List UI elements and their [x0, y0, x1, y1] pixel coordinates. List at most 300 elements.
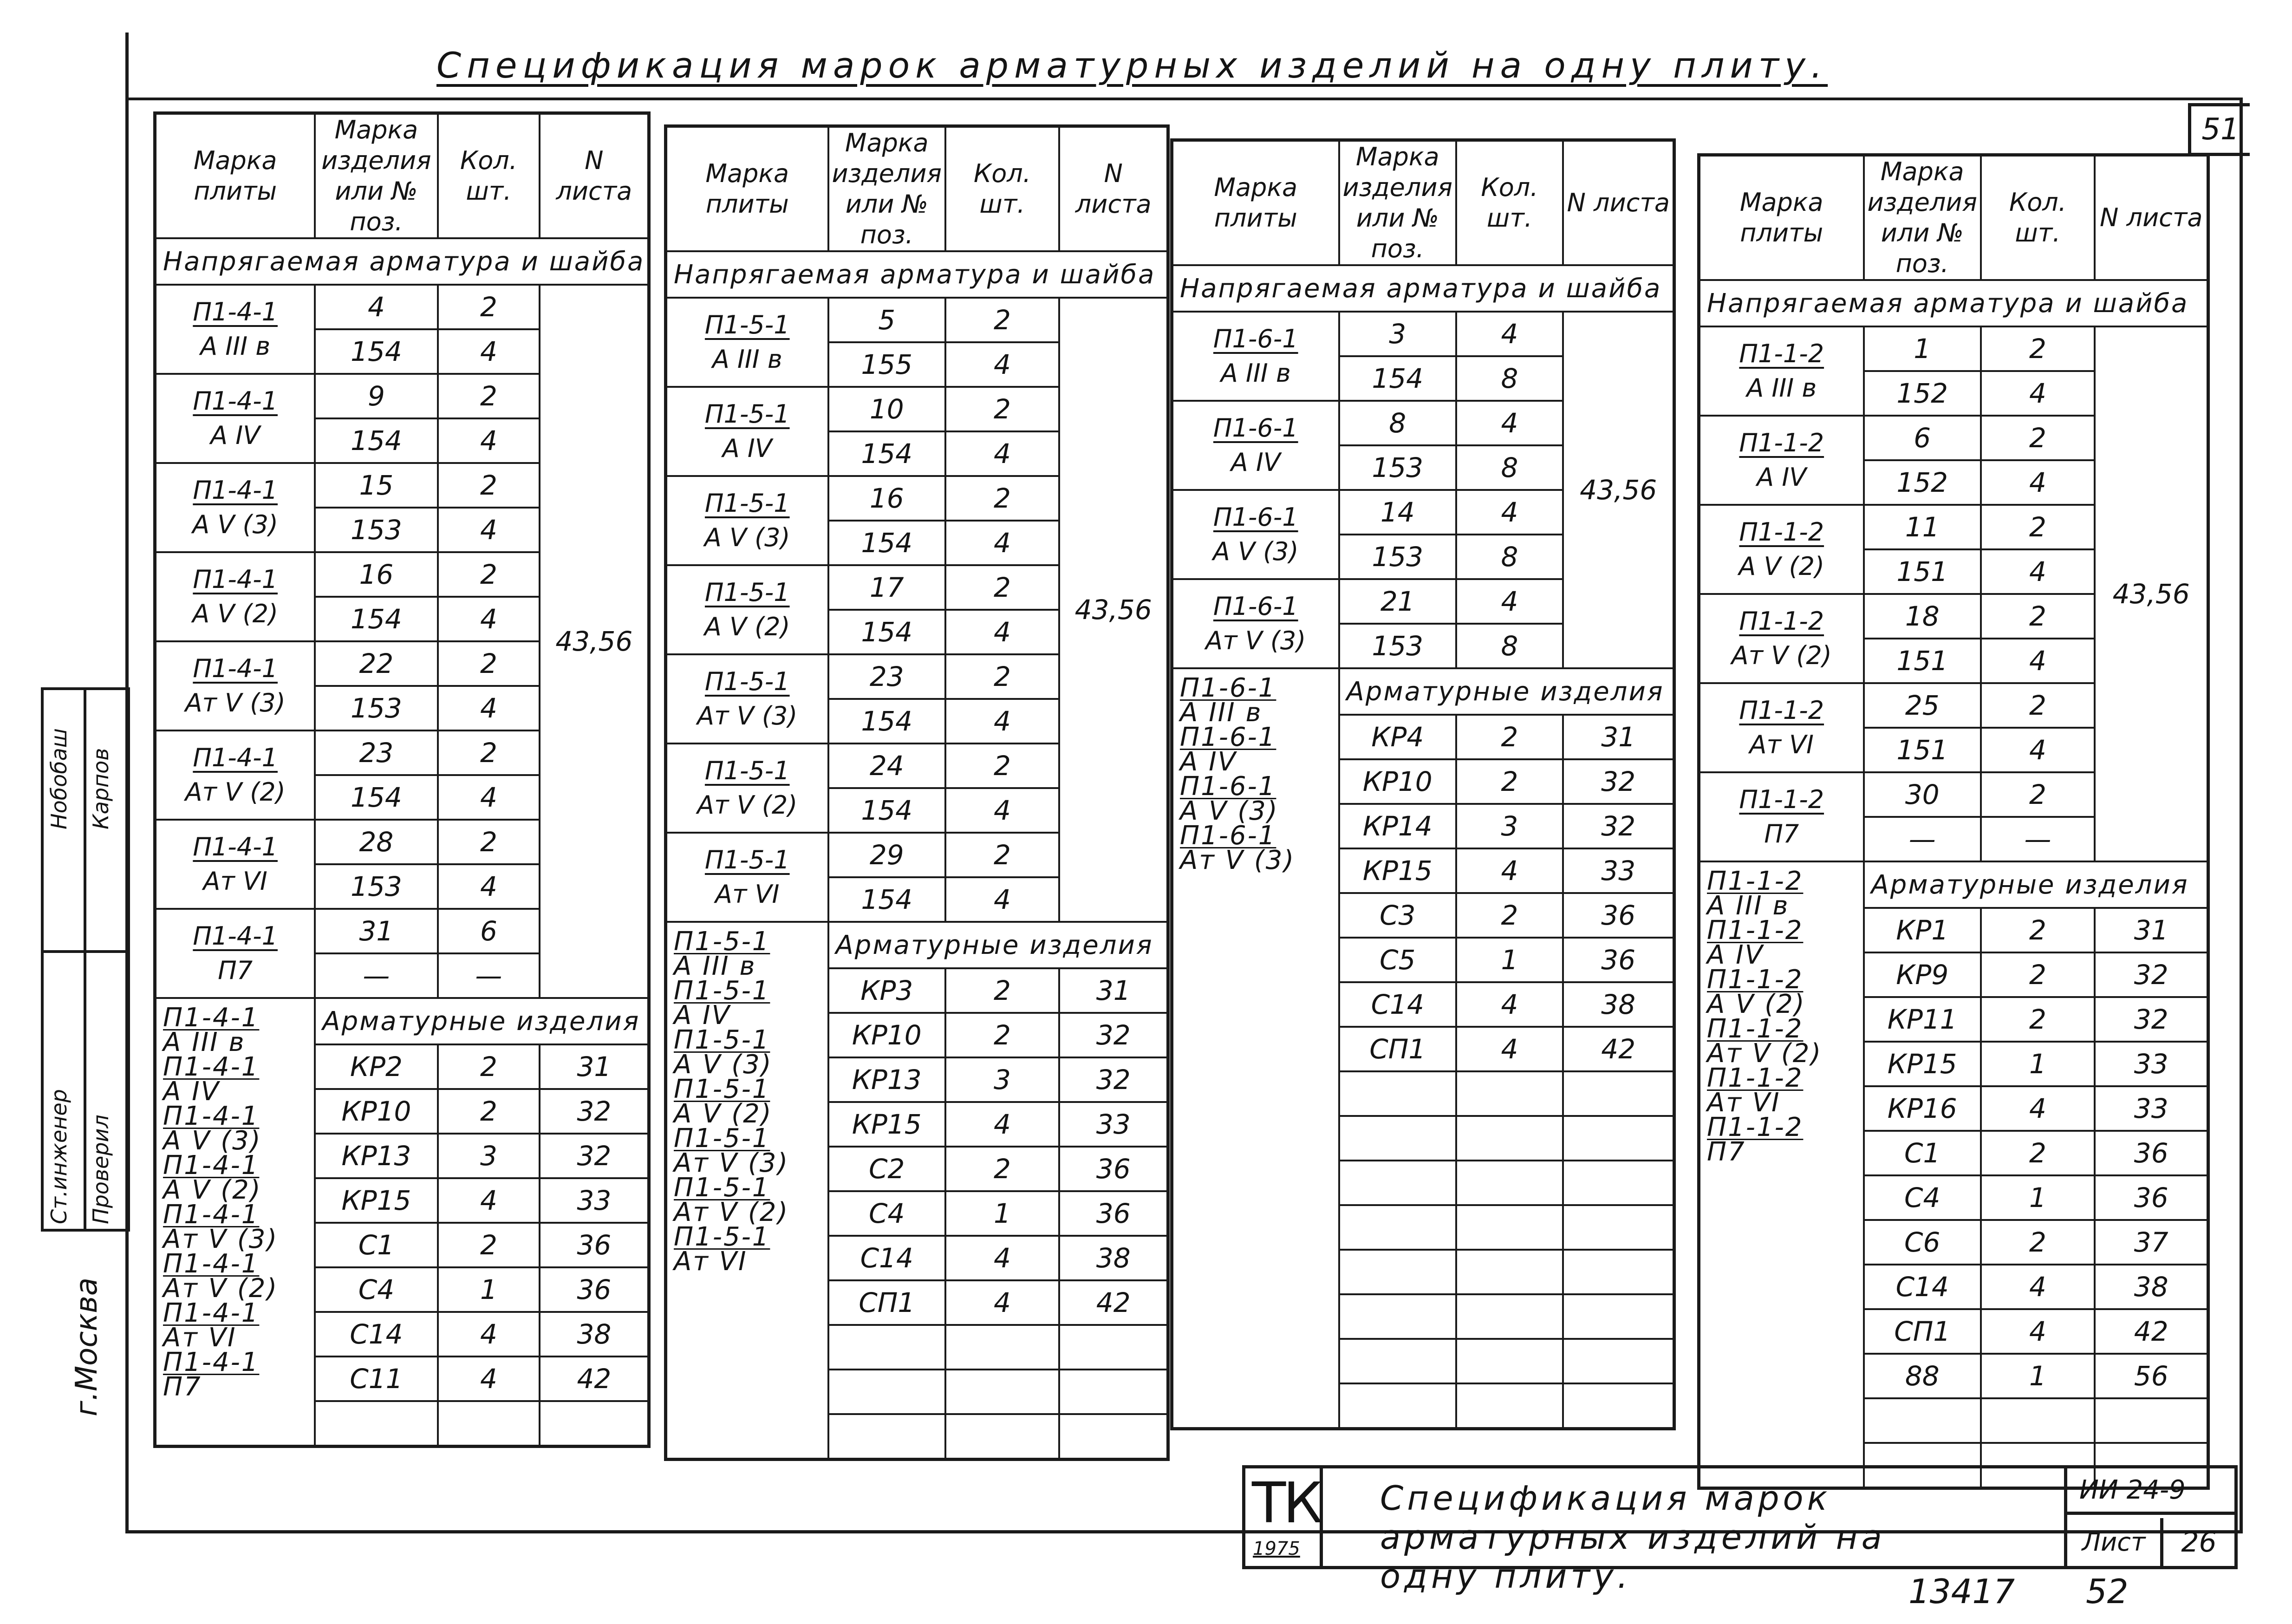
plate-mark-line: А V (3) — [1180, 796, 1279, 826]
plate-mark-line: П1-1-2 — [1707, 1112, 1804, 1142]
item-cell: КР10 — [828, 1013, 945, 1057]
plate-mark-line: П1-6-1 — [1213, 413, 1298, 443]
column-header: N листа — [2095, 155, 2208, 280]
item-cell: КР2 — [315, 1044, 437, 1089]
table-header-row — [1699, 155, 2208, 280]
item-cell: 154 — [1339, 356, 1456, 401]
plate-mark-line: А ІV — [1180, 747, 1237, 777]
section-title: Напрягаемая арматура и шайба — [1699, 280, 2208, 326]
plate-mark-line: А ІІІ в — [674, 951, 756, 981]
qty-cell: 2 — [1456, 893, 1563, 938]
empty-cell — [1059, 1414, 1168, 1460]
qty-cell: 1 — [1456, 938, 1563, 982]
sheet-ref-cell: 38 — [540, 1312, 649, 1357]
empty-cell — [1456, 1071, 1563, 1116]
qty-cell: 3 — [438, 1134, 540, 1178]
item-cell: С14 — [1864, 1265, 1981, 1309]
plate-mark-line: П1-4-1 — [193, 832, 278, 861]
sheet-ref-cell: 43,56 — [540, 285, 649, 998]
plate-mark-line: Ат VІ — [203, 867, 267, 896]
stamp-divider — [44, 950, 127, 953]
plate-mark-cell — [1172, 490, 1339, 579]
plate-mark-cell — [666, 654, 828, 744]
plate-mark-line: П1-4-1 — [163, 1200, 260, 1230]
table-row — [155, 285, 649, 329]
item-cell: 16 — [315, 552, 437, 597]
sheet-ref-cell: 42 — [1059, 1280, 1168, 1325]
column-header: Марка плиты — [1172, 140, 1339, 266]
item-cell: 153 — [315, 686, 437, 730]
section-header-row — [666, 922, 1168, 968]
qty-cell: 4 — [1981, 728, 2095, 772]
qty-cell: 2 — [1456, 715, 1563, 759]
plate-mark-line: П1-4-1 — [193, 743, 278, 772]
plate-mark-line: П1-5-1 — [704, 399, 790, 429]
plate-mark-line: П1-5-1 — [674, 976, 770, 1006]
plate-mark-line: Ат V (2) — [163, 1273, 279, 1304]
plate-mark-line: А V (3) — [704, 523, 790, 552]
sheet-ref-cell: 32 — [2095, 952, 2208, 997]
item-cell: 5 — [828, 298, 945, 342]
qty-cell: 2 — [438, 730, 540, 775]
section-title: Арматурные изделия — [315, 998, 649, 1044]
item-cell: 153 — [315, 508, 437, 552]
empty-cell — [1563, 1383, 1674, 1429]
item-cell: С2 — [828, 1147, 945, 1191]
item-cell: 153 — [315, 864, 437, 909]
logo-year: 1975 — [1253, 1538, 1300, 1559]
plate-mark-line: П1-5-1 — [674, 1173, 770, 1203]
qty-cell: 2 — [1981, 594, 2095, 639]
plate-mark-line: П1-6-1 — [1213, 592, 1298, 621]
sheet-ref-cell: 32 — [1563, 804, 1674, 848]
plate-mark-line: П1-6-1 — [1180, 673, 1276, 703]
qty-cell: 2 — [1981, 772, 2095, 817]
plate-mark-line: Ат V (3) — [697, 701, 798, 730]
empty-cell — [945, 1370, 1059, 1414]
qty-cell: 1 — [945, 1191, 1059, 1236]
plate-mark-cell — [1172, 579, 1339, 668]
column-header: Марка изделия или № поз. — [315, 113, 437, 239]
item-cell: С4 — [828, 1191, 945, 1236]
document-title: Спецификация марок арматурных изделий на одну плиту. — [436, 45, 1828, 86]
plate-mark-line: П1-5-1 — [704, 578, 790, 607]
plate-mark-line: Ат VІ — [1707, 1088, 1781, 1118]
stamp-role-2: Проверил — [88, 1115, 113, 1224]
item-cell: 154 — [315, 418, 437, 463]
plate-mark-cell — [1172, 312, 1339, 401]
plate-mark-line: П1-5-1 — [704, 667, 790, 696]
plate-mark-line: П1-6-1 — [1213, 502, 1298, 532]
plate-mark-line: Ат VІ — [163, 1323, 237, 1353]
stamp-name-2: Карпов — [88, 748, 113, 829]
qty-cell: 4 — [945, 342, 1059, 387]
item-cell: КР11 — [1864, 997, 1981, 1042]
item-cell: 88 — [1864, 1354, 1981, 1398]
plate-mark-line: Ат V (2) — [1731, 641, 1832, 670]
section-header-row — [1172, 668, 1674, 715]
plate-mark-line: Ат V (2) — [674, 1197, 789, 1227]
plate-mark-cell — [666, 833, 828, 922]
item-cell: КР15 — [315, 1178, 437, 1223]
page-number: 52 — [2085, 1572, 2129, 1611]
plate-mark-line: П1-5-1 — [704, 845, 790, 874]
empty-cell — [1563, 1294, 1674, 1339]
empty-cell — [828, 1414, 945, 1460]
plate-mark-line: П1-6-1 — [1213, 324, 1298, 353]
item-cell: КР15 — [828, 1102, 945, 1147]
item-cell: КР14 — [1339, 804, 1456, 848]
column-header: N листа — [540, 113, 649, 239]
plate-mark-line: Ат V (3) — [1180, 845, 1296, 875]
empty-cell — [2095, 1398, 2208, 1443]
item-cell: 28 — [315, 820, 437, 864]
empty-cell — [1563, 1071, 1674, 1116]
sheet-ref-cell: 36 — [2095, 1175, 2208, 1220]
qty-cell: 4 — [438, 597, 540, 641]
item-cell: 14 — [1339, 490, 1456, 535]
sheet-ref-cell: 43,56 — [2095, 326, 2208, 861]
qty-cell: 4 — [438, 1312, 540, 1357]
plate-mark-line: П1-1-2 — [1739, 607, 1824, 636]
item-cell: 153 — [1339, 535, 1456, 579]
item-cell: 21 — [1339, 579, 1456, 624]
table-row — [1172, 312, 1674, 356]
item-cell: КР10 — [1339, 759, 1456, 804]
qty-cell: 2 — [945, 1147, 1059, 1191]
plate-mark-line: П1-1-2 — [1707, 915, 1804, 946]
column-header: Кол. шт. — [438, 113, 540, 239]
item-cell: 3 — [1339, 312, 1456, 356]
section-title: Арматурные изделия — [1339, 668, 1674, 715]
frame-right-line — [2240, 98, 2243, 1533]
column-header: Марка плиты — [1699, 155, 1864, 280]
plate-mark-cell — [666, 744, 828, 833]
item-cell: КР10 — [315, 1089, 437, 1134]
qty-cell: 4 — [945, 521, 1059, 565]
qty-cell: 2 — [945, 476, 1059, 521]
plate-mark-line: Ат VІ — [1749, 730, 1814, 759]
plate-marks-list — [666, 922, 828, 1460]
qty-cell: 4 — [945, 699, 1059, 744]
plate-mark-cell — [155, 374, 315, 463]
item-cell: С14 — [315, 1312, 437, 1357]
item-cell: — — [315, 953, 437, 998]
section-header-row — [1699, 861, 2208, 908]
qty-cell: 4 — [1456, 490, 1563, 535]
approval-stamp — [41, 687, 130, 1232]
spec-table — [153, 111, 651, 1448]
item-cell: 154 — [828, 788, 945, 833]
plate-mark-line: Ат V (3) — [163, 1224, 279, 1254]
empty-cell — [1563, 1339, 1674, 1383]
plate-mark-line: П1-1-2 — [1739, 428, 1824, 457]
city-label: г.Москва — [70, 1277, 104, 1416]
qty-cell: 4 — [1456, 401, 1563, 445]
sheet-ref-cell: 36 — [2095, 1131, 2208, 1175]
qty-cell: 2 — [945, 744, 1059, 788]
sheet-ref-cell: 42 — [1563, 1027, 1674, 1071]
plate-mark-cell — [1699, 683, 1864, 772]
qty-cell: 2 — [438, 1089, 540, 1134]
qty-cell: 4 — [1981, 371, 2095, 416]
section-title: Арматурные изделия — [1864, 861, 2208, 908]
plate-mark-line: П1-1-2 — [1739, 339, 1824, 368]
plate-mark-line: Ат V (2) — [185, 777, 286, 807]
item-cell: 154 — [828, 521, 945, 565]
table-row — [666, 298, 1168, 342]
plate-mark-line: А V (2) — [192, 599, 278, 628]
item-cell: 25 — [1864, 683, 1981, 728]
section-title: Напрягаемая арматура и шайба — [666, 251, 1168, 298]
plate-mark-line: П7 — [218, 956, 253, 985]
sheet-ref-cell: 42 — [540, 1357, 649, 1401]
plate-mark-line: А ІV — [163, 1076, 220, 1107]
empty-cell — [315, 1401, 437, 1447]
qty-cell: 4 — [438, 686, 540, 730]
item-cell: КР13 — [315, 1134, 437, 1178]
plate-mark-line: П1-4-1 — [163, 1052, 260, 1082]
empty-cell — [1339, 1116, 1456, 1161]
qty-cell: 4 — [945, 788, 1059, 833]
frame-top-line — [125, 98, 2243, 100]
item-cell: 10 — [828, 387, 945, 431]
qty-cell: 8 — [1456, 445, 1563, 490]
plate-mark-line: А ІІІ в — [712, 345, 782, 374]
item-cell: С3 — [1339, 893, 1456, 938]
sheet-ref-cell: 33 — [1059, 1102, 1168, 1147]
item-cell: 154 — [315, 597, 437, 641]
sheet-label: Лист — [2067, 1518, 2163, 1566]
item-cell: С14 — [828, 1236, 945, 1280]
qty-cell: 2 — [945, 1013, 1059, 1057]
section-header-row — [1699, 280, 2208, 326]
plate-marks-list — [155, 998, 315, 1447]
empty-cell — [540, 1401, 649, 1447]
plate-mark-line: Ат V (2) — [697, 790, 798, 820]
qty-cell: 4 — [945, 877, 1059, 922]
qty-cell: 4 — [1456, 982, 1563, 1027]
plate-mark-line: П1-5-1 — [674, 1123, 770, 1154]
item-cell: 6 — [1864, 416, 1981, 460]
item-cell: С11 — [315, 1357, 437, 1401]
plate-mark-line: П1-5-1 — [674, 926, 770, 957]
qty-cell: 2 — [438, 641, 540, 686]
sheet-ref-cell: 36 — [540, 1267, 649, 1312]
qty-cell: 4 — [1981, 1309, 2095, 1354]
plate-mark-cell — [1699, 505, 1864, 594]
item-cell: 22 — [315, 641, 437, 686]
plate-mark-line: П1-4-1 — [163, 1150, 260, 1180]
qty-cell: 2 — [438, 820, 540, 864]
qty-cell: 2 — [945, 298, 1059, 342]
plate-mark-line: Ат VІ — [715, 880, 780, 909]
item-cell: 153 — [1339, 624, 1456, 668]
item-cell: 8 — [1339, 401, 1456, 445]
empty-cell — [945, 1325, 1059, 1370]
sheet-ref-cell: 33 — [2095, 1086, 2208, 1131]
item-cell: СП1 — [828, 1280, 945, 1325]
plate-mark-line: П1-6-1 — [1180, 771, 1276, 802]
table-header-row — [1172, 140, 1674, 266]
sheet-number-top: 51 — [2188, 103, 2250, 156]
plate-mark-line: Ат V (2) — [1707, 1038, 1823, 1069]
sheet-ref-cell: 43,56 — [1563, 312, 1674, 668]
plate-mark-cell — [155, 285, 315, 374]
item-cell: 154 — [828, 877, 945, 922]
empty-cell — [1563, 1205, 1674, 1250]
stamp-name-1: Нобобаш — [46, 728, 72, 829]
item-cell: 155 — [828, 342, 945, 387]
plate-mark-line: А V (3) — [674, 1050, 773, 1080]
empty-cell — [1456, 1294, 1563, 1339]
plate-mark-line: П7 — [163, 1372, 202, 1402]
qty-cell: 2 — [438, 552, 540, 597]
qty-cell: 2 — [1981, 997, 2095, 1042]
qty-cell: 2 — [438, 374, 540, 418]
column-header: Кол. шт. — [945, 126, 1059, 252]
qty-cell: 2 — [1981, 416, 2095, 460]
qty-cell: 1 — [1981, 1175, 2095, 1220]
plate-mark-line: П1-4-1 — [193, 921, 278, 951]
item-cell: 154 — [315, 775, 437, 820]
plate-mark-cell — [666, 387, 828, 476]
sheet-ref-cell: 33 — [540, 1178, 649, 1223]
qty-cell: 2 — [945, 654, 1059, 699]
sheet-number: 26 — [2181, 1526, 2217, 1559]
sheet-ref-cell: 32 — [1059, 1013, 1168, 1057]
qty-cell: 4 — [438, 1357, 540, 1401]
tk-logo: ТК — [1252, 1471, 1320, 1536]
sheet-ref-cell: 36 — [540, 1223, 649, 1267]
plate-mark-cell — [666, 298, 828, 387]
qty-cell: 3 — [945, 1057, 1059, 1102]
plate-mark-line: Ат V (3) — [1205, 626, 1306, 655]
qty-cell: 4 — [438, 1178, 540, 1223]
plate-mark-line: П1-5-1 — [704, 756, 790, 785]
plate-mark-line: А ІV — [1757, 463, 1807, 492]
section-title: Напрягаемая арматура и шайба — [155, 238, 649, 285]
qty-cell: 4 — [438, 418, 540, 463]
qty-cell: — — [1981, 817, 2095, 861]
qty-cell: 4 — [945, 610, 1059, 654]
plate-mark-cell — [666, 476, 828, 565]
section-header-row — [155, 998, 649, 1044]
empty-cell — [945, 1414, 1059, 1460]
sheet-ref-cell: 36 — [1059, 1191, 1168, 1236]
plate-mark-cell — [155, 552, 315, 641]
spec-table — [664, 124, 1170, 1461]
qty-cell: 1 — [438, 1267, 540, 1312]
item-cell: КР13 — [828, 1057, 945, 1102]
empty-cell — [1339, 1071, 1456, 1116]
plate-mark-line: П1-6-1 — [1180, 722, 1276, 752]
item-cell: С4 — [1864, 1175, 1981, 1220]
qty-cell: 4 — [438, 864, 540, 909]
plate-mark-line: Ат VІ — [674, 1246, 748, 1277]
sheet-ref-cell: 31 — [540, 1044, 649, 1089]
plate-mark-cell — [1699, 772, 1864, 861]
plate-mark-line: П1-5-1 — [704, 310, 790, 339]
item-cell: С1 — [1864, 1131, 1981, 1175]
plate-mark-line: П1-4-1 — [163, 1101, 260, 1131]
sheet-ref-cell: 38 — [2095, 1265, 2208, 1309]
plate-mark-line: А V (3) — [192, 510, 278, 539]
qty-cell: 2 — [1981, 908, 2095, 952]
item-cell: КР16 — [1864, 1086, 1981, 1131]
plate-mark-line: П1-1-2 — [1739, 696, 1824, 725]
sheet-ref-cell: 31 — [1563, 715, 1674, 759]
plate-mark-cell — [155, 730, 315, 820]
qty-cell: 2 — [1456, 759, 1563, 804]
qty-cell: 2 — [945, 387, 1059, 431]
plate-mark-line: П1-4-1 — [193, 654, 278, 683]
item-cell: С4 — [315, 1267, 437, 1312]
sheet-ref-cell: 43,56 — [1059, 298, 1168, 922]
sheet-ref-cell: 32 — [540, 1089, 649, 1134]
plate-mark-line: П1-4-1 — [163, 1003, 260, 1033]
item-cell: 15 — [315, 463, 437, 508]
plate-mark-line: П1-4-1 — [193, 297, 278, 326]
column-header: Марка плиты — [155, 113, 315, 239]
qty-cell: 4 — [438, 775, 540, 820]
item-cell: КР1 — [1864, 908, 1981, 952]
qty-cell: — — [438, 953, 540, 998]
item-cell: КР9 — [1864, 952, 1981, 997]
sheet-ref-cell: 32 — [540, 1134, 649, 1178]
empty-cell — [828, 1325, 945, 1370]
plate-mark-line: П7 — [1764, 819, 1799, 848]
empty-cell — [1456, 1205, 1563, 1250]
empty-cell — [1456, 1339, 1563, 1383]
column-header: Марка изделия или № поз. — [828, 126, 945, 252]
qty-cell: 2 — [1981, 326, 2095, 371]
empty-cell — [1339, 1339, 1456, 1383]
sheet-ref-cell: 32 — [2095, 997, 2208, 1042]
plate-mark-cell — [1699, 326, 1864, 416]
empty-cell — [828, 1370, 945, 1414]
plate-mark-line: П1-4-1 — [193, 565, 278, 594]
section-title: Напрягаемая арматура и шайба — [1172, 265, 1674, 312]
qty-cell: 4 — [1456, 312, 1563, 356]
qty-cell: 1 — [1981, 1042, 2095, 1086]
qty-cell: 8 — [1456, 535, 1563, 579]
item-cell: 23 — [315, 730, 437, 775]
plate-mark-line: П7 — [1707, 1137, 1746, 1167]
plate-mark-cell — [1699, 594, 1864, 683]
item-cell: 154 — [828, 431, 945, 476]
item-cell: 153 — [1339, 445, 1456, 490]
item-cell: КР3 — [828, 968, 945, 1013]
plate-mark-line: А ІІІ в — [1707, 891, 1790, 921]
qty-cell: 2 — [945, 833, 1059, 877]
empty-cell — [1456, 1116, 1563, 1161]
empty-cell — [1981, 1398, 2095, 1443]
plate-mark-line: П1-1-2 — [1707, 965, 1804, 995]
sheet-ref-cell: 33 — [1563, 848, 1674, 893]
spec-table — [1697, 153, 2210, 1490]
column-header: Кол. шт. — [1981, 155, 2095, 280]
plate-mark-line: А V (2) — [1707, 989, 1806, 1019]
plate-mark-line: П1-1-2 — [1707, 1014, 1804, 1044]
qty-cell: 8 — [1456, 356, 1563, 401]
qty-cell: 4 — [1981, 639, 2095, 683]
plate-mark-line: П1-4-1 — [163, 1298, 260, 1328]
empty-cell — [1563, 1116, 1674, 1161]
table-header-row — [155, 113, 649, 239]
table-header-row — [666, 126, 1168, 252]
plate-mark-line: П1-5-1 — [704, 489, 790, 518]
